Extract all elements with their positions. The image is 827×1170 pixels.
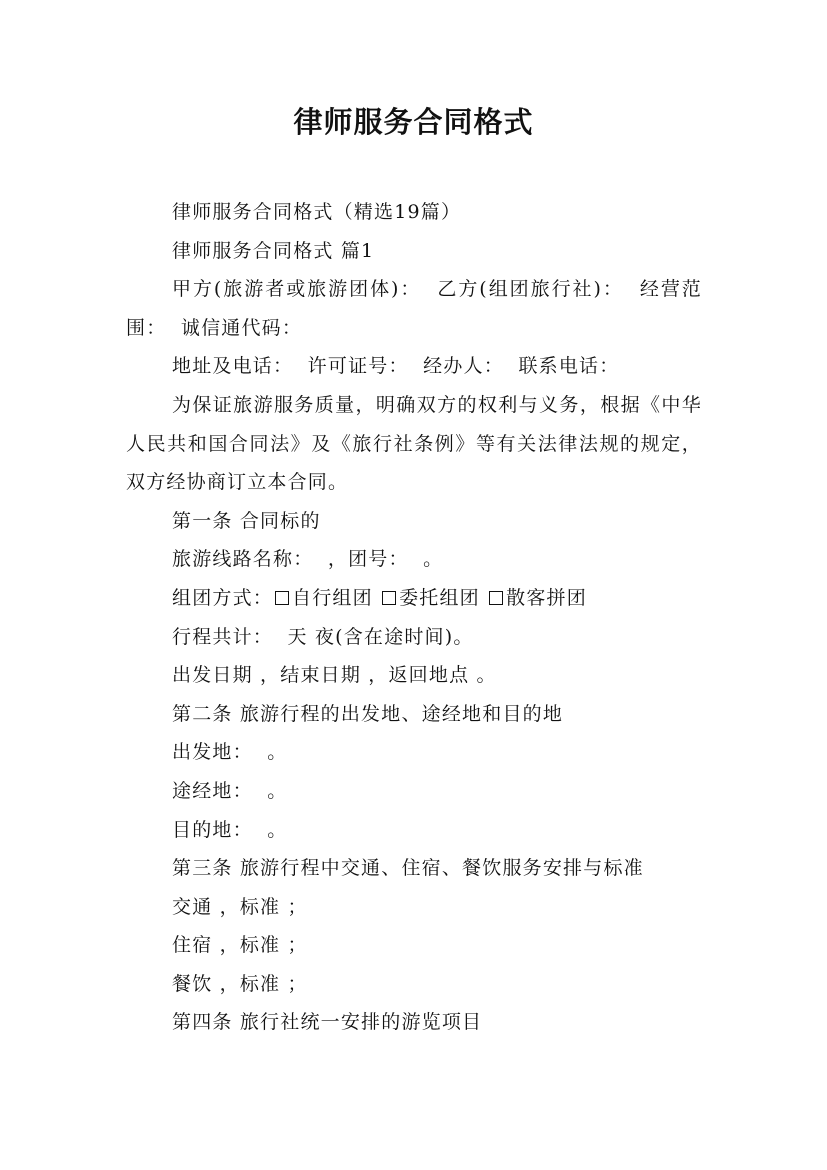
paragraph-destination: 目的地： 。 — [172, 818, 288, 841]
checkbox-icon — [275, 591, 289, 605]
paragraph-itinerary-days: 行程共计： 天 夜(含在途时间)。 — [172, 625, 474, 648]
option-individual-joined — [487, 587, 587, 609]
paragraph-route-name: 旅游线路名称： ，团号： 。 — [172, 548, 444, 571]
article-1-heading: 第一条 合同标的 — [172, 509, 321, 532]
paragraph-departure: 出发地： 。 — [172, 741, 288, 764]
option-commissioned — [380, 587, 480, 609]
paragraph-preamble: 为保证旅游服务质量，明确双方的权利与义务，根据《中华人民共和国合同法》及《旅行社条例》等有关法律法规的规定，双方经协商订立本合同。 — [126, 393, 702, 494]
paragraph-group-method — [126, 579, 702, 618]
paragraph-transport: 交通 ，标准 ； — [172, 895, 308, 918]
document-title: 律师服务合同格式 — [293, 105, 534, 139]
document-body — [126, 193, 702, 1042]
option-self-organized — [273, 587, 373, 609]
paragraph-dates: 出发日期 ，结束日期 ，返回地点 。 — [172, 664, 497, 687]
option-label: 委托组团 — [399, 586, 480, 609]
checkbox-icon — [489, 591, 503, 605]
paragraph-contact-info: 地址及电话： 许可证号： 经办人： 联系电话： — [172, 355, 620, 378]
option-label: 自行组团 — [292, 586, 373, 609]
article-3-heading: 第三条 旅游行程中交通、住宿、餐饮服务安排与标准 — [172, 857, 644, 880]
paragraph-lodging: 住宿 ，标准 ； — [172, 934, 308, 957]
paragraph-subtitle: 律师服务合同格式（精选19篇） — [172, 201, 462, 223]
paragraph-meals: 餐饮 ，标准 ； — [172, 972, 308, 995]
paragraph-parties: 甲方(旅游者或旅游团体)： 乙方(组团旅行社)： 经营范围： 诚信通代码： — [126, 278, 702, 339]
article-4-heading: 第四条 旅行社统一安排的游览项目 — [172, 1011, 483, 1034]
paragraph-section-heading: 律师服务合同格式 篇1 — [172, 239, 375, 262]
group-method-label: 组团方式： — [172, 586, 274, 609]
article-2-heading: 第二条 旅游行程的出发地、途经地和目的地 — [172, 702, 564, 725]
checkbox-icon — [382, 591, 396, 605]
paragraph-via: 途经地： 。 — [172, 779, 288, 802]
option-label: 散客拼团 — [506, 586, 587, 609]
